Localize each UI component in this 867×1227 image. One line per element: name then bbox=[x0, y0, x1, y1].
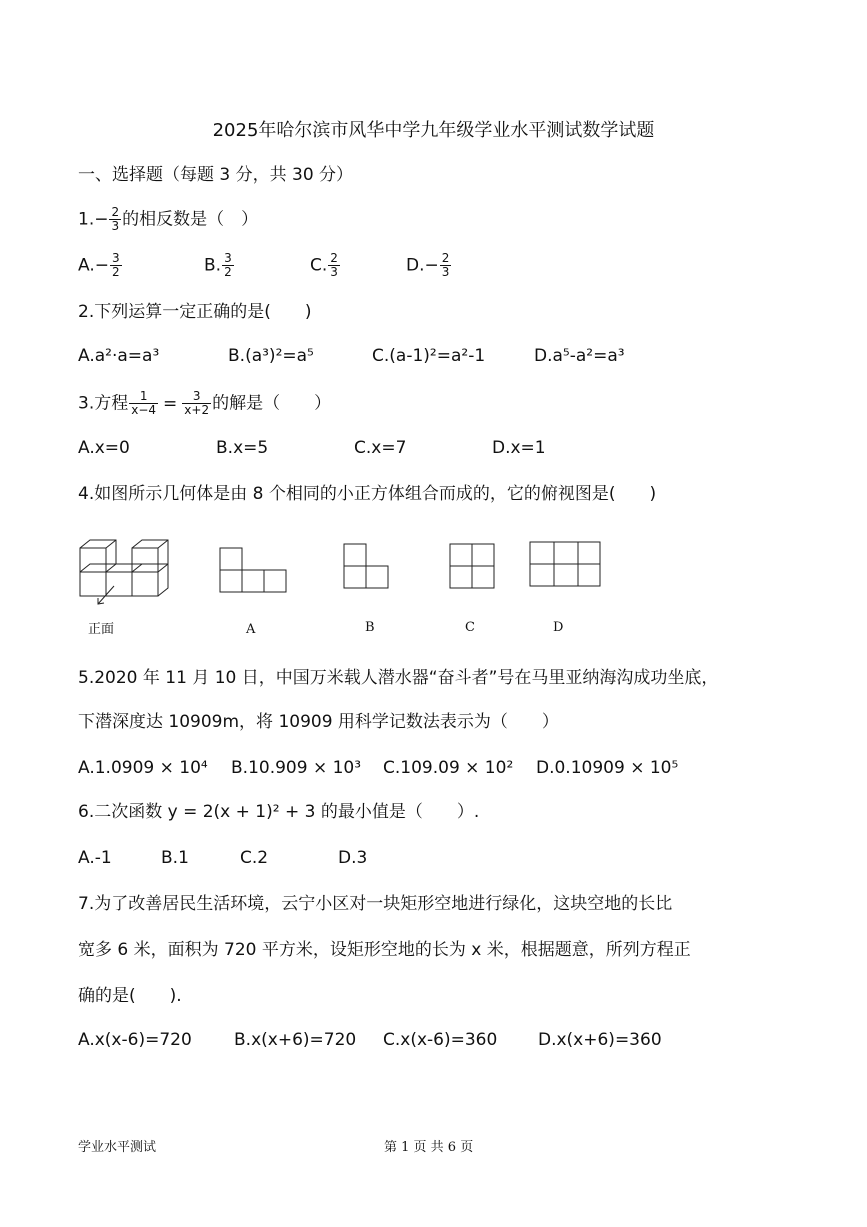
q2-option-b: B.(a³)²=a⁵ bbox=[228, 346, 314, 366]
question-4: 4.如图所示几何体是由 8 个相同的小正方体组合而成的，它的俯视图是( ) bbox=[78, 484, 657, 504]
q4-figure-drawings bbox=[78, 528, 618, 640]
q6-option-c: C.2 bbox=[240, 848, 269, 868]
question-2: 2.下列运算一定正确的是( ) bbox=[78, 302, 312, 322]
q4-figures bbox=[78, 528, 618, 640]
question-7-line-3: 确的是( ). bbox=[78, 986, 182, 1006]
q6-option-b: B.1 bbox=[161, 848, 189, 868]
q3-option-c: C.x=7 bbox=[354, 438, 407, 458]
question-3: 3.方程 $\frac{1}{x-4}$ = $\frac{3}{x+2}$ 的解是（ ） bbox=[78, 389, 332, 417]
q3-right-fraction: $\frac{3}{x+2}$ bbox=[184, 389, 210, 417]
q5-option-b: B.10.909 × 10³ bbox=[231, 758, 362, 778]
q5-option-d: D.0.10909 × 10⁵ bbox=[536, 758, 679, 778]
q5-option-a: A.1.0909 × 10⁴ bbox=[78, 758, 208, 778]
q2-option-d: D.a⁵-a²=a³ bbox=[534, 346, 625, 366]
q2-option-a: A.a²·a=a³ bbox=[78, 346, 160, 366]
caption-front: 正面 bbox=[88, 622, 115, 637]
q1-minus: − bbox=[94, 209, 109, 230]
q6-option-a: A.-1 bbox=[78, 848, 112, 868]
q5-option-c: C.109.09 × 10² bbox=[383, 758, 514, 778]
question-7-line-1: 7.为了改善居民生活环境，云宁小区对一块矩形空地进行绿化，这块空地的长比 bbox=[78, 894, 673, 914]
option-b-figure bbox=[344, 544, 388, 588]
caption-c: C bbox=[465, 620, 475, 635]
q7-option-d: D.x(x+6)=360 bbox=[538, 1030, 662, 1050]
q3-left-fraction: $\frac{1}{x-4}$ bbox=[131, 389, 157, 417]
q1-fraction: $\frac{2}{3}$ bbox=[111, 205, 120, 233]
q1-option-c: C. $\frac{2}{3}$ bbox=[310, 251, 338, 279]
option-d-figure bbox=[530, 542, 600, 586]
option-a-figure bbox=[220, 548, 286, 592]
caption-d: D bbox=[553, 620, 564, 635]
section-heading: 一、选择题（每题 3 分，共 30 分） bbox=[78, 165, 354, 185]
q1-number: 1. bbox=[78, 209, 95, 230]
page-number: 第 1 页 共 6 页 bbox=[384, 1140, 474, 1155]
q6-option-d: D.3 bbox=[338, 848, 368, 868]
page-title: 2025年哈尔滨市风华中学九年级学业水平测试数学试题 bbox=[212, 120, 655, 141]
question-5-line-2: 下潜深度达 10909m，将 10909 用科学记数法表示为（ ） bbox=[78, 712, 559, 732]
q3-option-b: B.x=5 bbox=[216, 438, 269, 458]
q2-option-c: C.(a-1)²=a²-1 bbox=[372, 346, 486, 366]
q7-option-a: A.x(x-6)=720 bbox=[78, 1030, 192, 1050]
footer-left: 学业水平测试 bbox=[78, 1140, 157, 1155]
question-5-line-1: 5.2020 年 11 月 10 日，中国万米载人潜水器“奋斗者”号在马里亚纳海沟成功坐底， bbox=[78, 668, 719, 688]
question-6: 6.二次函数 y = 2(x + 1)² + 3 的最小值是（ ）. bbox=[78, 802, 480, 822]
q1-option-b: B. $\frac{3}{2}$ bbox=[204, 251, 232, 279]
q1-option-a: A.− $\frac{3}{2}$ bbox=[78, 251, 120, 279]
q7-option-b: B.x(x+6)=720 bbox=[234, 1030, 357, 1050]
q3-option-d: D.x=1 bbox=[492, 438, 546, 458]
option-c-figure bbox=[450, 544, 494, 588]
q1-stem: 的相反数是（ ） bbox=[122, 209, 259, 230]
q3-option-a: A.x=0 bbox=[78, 438, 130, 458]
q7-option-c: C.x(x-6)=360 bbox=[383, 1030, 498, 1050]
caption-a: A bbox=[246, 622, 256, 637]
q1-option-d: D.− $\frac{2}{3}$ bbox=[406, 251, 450, 279]
question-7-line-2: 宽多 6 米，面积为 720 平方米，设矩形空地的长为 x 米，根据题意，所列方程正 bbox=[78, 940, 691, 960]
question-1 bbox=[78, 206, 258, 233]
solid-figure bbox=[80, 540, 168, 604]
caption-b: B bbox=[365, 620, 375, 635]
